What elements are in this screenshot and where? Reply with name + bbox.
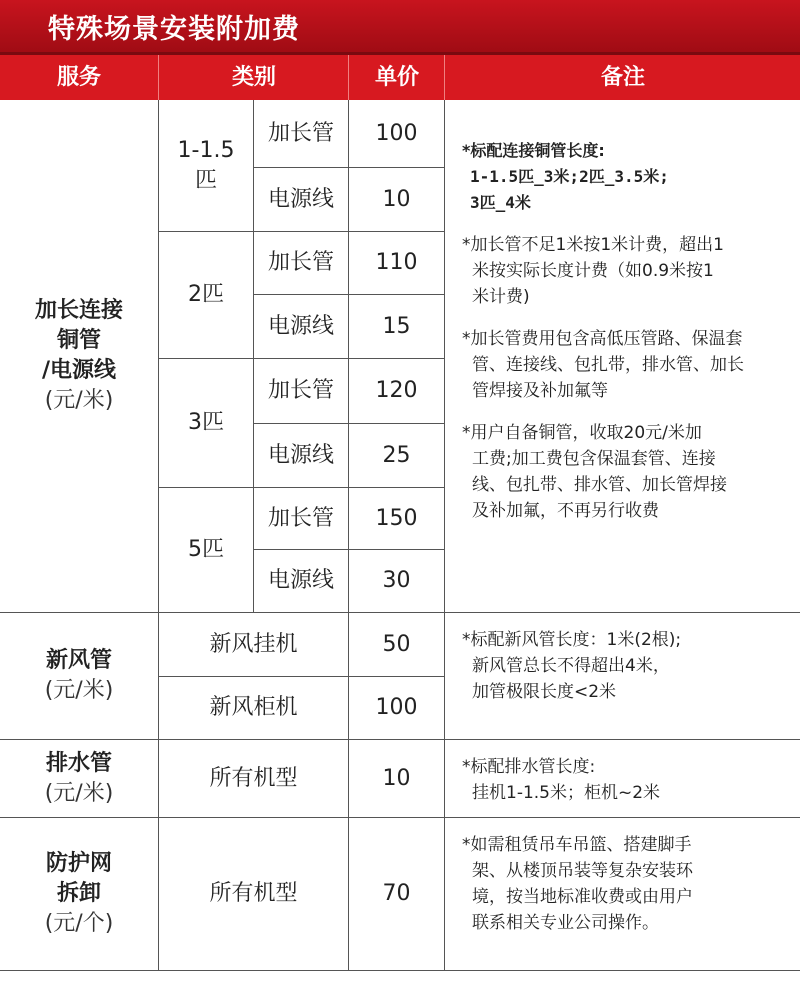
item-name: 加长管 [253, 488, 348, 550]
price-value: 120 [348, 359, 444, 424]
item-name: 新风挂机 [158, 613, 348, 677]
price-value: 10 [348, 168, 444, 232]
item-name: 电源线 [253, 424, 348, 488]
service-name-line: /电源线 [41, 358, 117, 383]
size-label [158, 100, 253, 232]
service-drain [0, 740, 158, 818]
note-line: *标配排水管长度: [462, 757, 596, 777]
header-service: 服务 [56, 65, 101, 90]
notes-drain [462, 754, 798, 806]
note-line: *标配新风管长度：1米(2根); [462, 630, 682, 650]
price-value: 100 [348, 100, 444, 168]
price-value: 30 [348, 550, 444, 613]
price-value: 150 [348, 488, 444, 550]
price-value: 25 [348, 424, 444, 488]
note-line: 加管极限长度<2米 [472, 682, 617, 702]
item-name: 所有机型 [158, 818, 348, 970]
price-value: 10 [348, 740, 444, 818]
note-line: 及补加氟，不再另行收费 [472, 501, 659, 521]
price-value: 110 [348, 232, 444, 295]
header-price: 单价 [348, 55, 445, 100]
service-copper-pipe [0, 100, 158, 613]
size-label: 3匹 [158, 359, 253, 488]
header-category: 类别 [158, 55, 349, 100]
header-notes: 备注 [444, 55, 800, 100]
service-name: 排水管 [45, 750, 112, 776]
note-line: 联系相关专业公司操作。 [472, 913, 659, 933]
size-label: 5匹 [158, 488, 253, 613]
item-name: 电源线 [253, 168, 348, 232]
service-unit: (元/米) [44, 388, 114, 413]
service-name: 新风管 [45, 648, 112, 673]
price-value: 15 [348, 295, 444, 359]
note-line: *加长管费用包含高低压管路、保温套 [462, 329, 743, 349]
note-line: 米按实际长度计费（如0.9米按1 [472, 261, 714, 281]
title-bar [0, 0, 800, 55]
notes-fresh-air [462, 627, 798, 705]
size-label-line: 1-1.5 [177, 137, 235, 163]
note-line: 挂机1-1.5米；柜机~2米 [472, 783, 661, 803]
service-name-line: 防护网 [45, 851, 112, 876]
size-label-line: 匹 [194, 167, 217, 193]
note-line: 线、包扎带、排水管、加长管焊接 [472, 475, 727, 495]
item-name: 新风柜机 [158, 677, 348, 740]
item-name: 电源线 [253, 550, 348, 613]
note-line: 工费;加工费包含保温套管、连接 [472, 449, 716, 469]
service-name-line: 拆卸 [56, 881, 101, 906]
note-line: *如需租赁吊车吊篮、搭建脚手 [462, 835, 692, 855]
item-name: 加长管 [253, 232, 348, 295]
note-line: 架、从楼顶吊装等复杂安装环 [472, 861, 693, 881]
price-value: 70 [348, 818, 444, 970]
page-title: 特殊场景安装附加费 [48, 14, 300, 45]
item-name: 电源线 [253, 295, 348, 359]
note-line: 3匹_4米 [470, 193, 531, 212]
service-name-line: 铜管 [56, 328, 101, 353]
service-unit: (元/个) [44, 911, 114, 936]
service-unit: (元/米) [44, 678, 114, 703]
note-line: *标配连接铜管长度: [462, 141, 605, 160]
size-label: 2匹 [158, 232, 253, 359]
note-line: *用户自备铜管，收取20元/米加 [462, 423, 702, 443]
notes-copper [462, 138, 798, 524]
note-line: 管、连接线、包扎带，排水管、加长 [472, 355, 744, 375]
item-name: 加长管 [253, 359, 348, 424]
note-line: 管焊接及补加氟等 [472, 381, 608, 401]
service-fresh-air [0, 613, 158, 740]
note-line: 新风管总长不得超出4米， [472, 656, 670, 676]
notes-guard-net [462, 832, 798, 936]
table-bottom-border [0, 970, 800, 971]
price-value: 50 [348, 613, 444, 677]
service-name-line: 加长连接 [34, 298, 123, 323]
item-name: 所有机型 [158, 740, 348, 818]
note-line: 1-1.5匹_3米;2匹_3.5米; [470, 167, 669, 186]
note-line: 米计费) [472, 287, 530, 307]
table-header [0, 55, 800, 100]
service-unit: (元/米) [44, 780, 114, 806]
note-line: 境，按当地标准收费或由用户 [472, 887, 693, 907]
price-value: 100 [348, 677, 444, 740]
item-name: 加长管 [253, 100, 348, 168]
fee-table [0, 100, 800, 984]
note-line: *加长管不足1米按1米计费，超出1 [462, 235, 724, 255]
service-guard-net [0, 818, 158, 970]
